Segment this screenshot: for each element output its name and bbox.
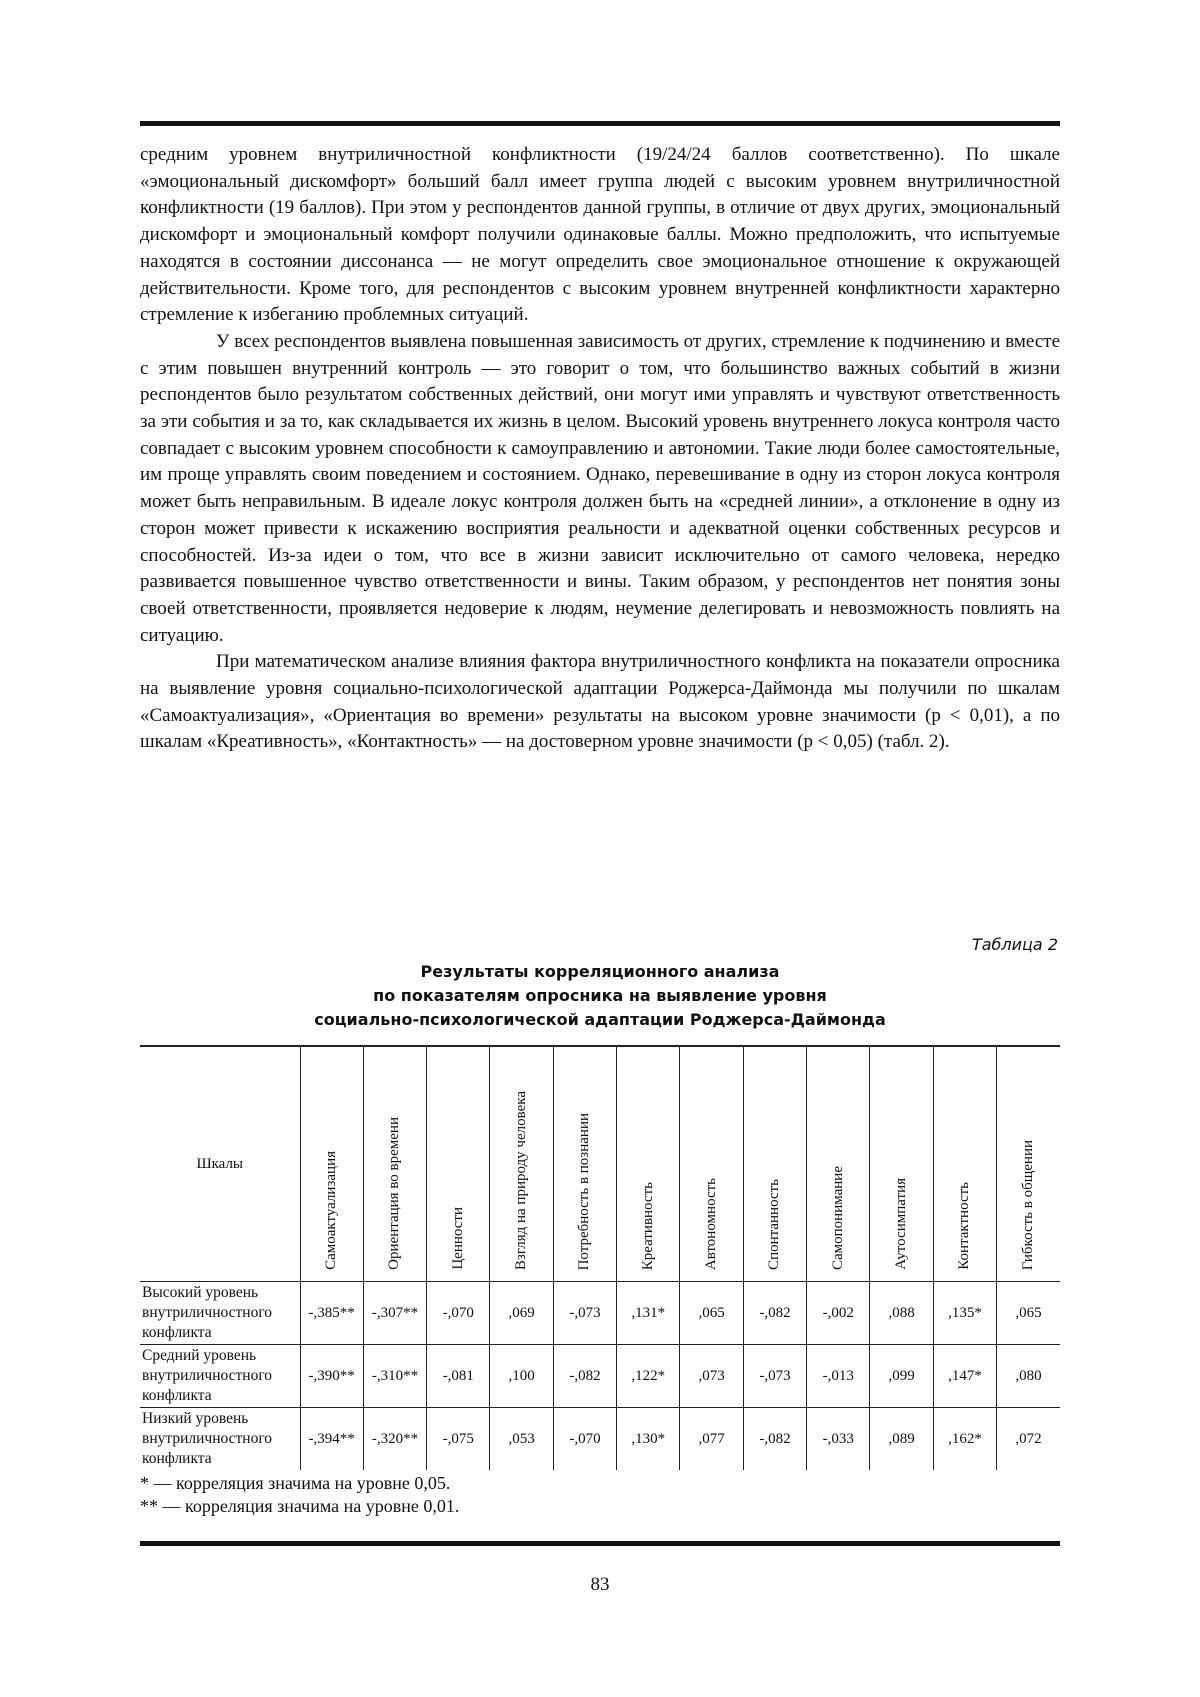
table-cell: ,077	[680, 1408, 743, 1471]
table-cell: -,002	[807, 1282, 870, 1345]
table-cell: ,053	[490, 1408, 553, 1471]
footer-rule	[140, 1541, 1060, 1546]
table-cell: ,130*	[617, 1408, 680, 1471]
table-cell: ,072	[997, 1408, 1060, 1471]
table-title-line: Результаты корреляционного анализа	[420, 962, 780, 981]
header-scales: Шкалы	[140, 1046, 300, 1282]
table-cell: -,081	[427, 1345, 490, 1408]
table-cell: -,070	[553, 1408, 616, 1471]
table-cell: ,122*	[617, 1345, 680, 1408]
column-header: Самоактуализация	[300, 1046, 363, 1282]
table-cell: -,013	[807, 1345, 870, 1408]
table-title-line: социально-психологической адаптации Роджерса-Даймонда	[314, 1010, 886, 1029]
column-header: Потребность в познании	[553, 1046, 616, 1282]
table-cell: ,162*	[933, 1408, 996, 1471]
column-header: Гибкость в общении	[997, 1046, 1060, 1282]
table-header-row	[140, 1046, 1060, 1282]
table-cell: -,394**	[300, 1408, 363, 1471]
table-title	[140, 960, 1060, 1032]
row-label: Низкий уровень внутриличностного конфликта	[140, 1408, 300, 1471]
footnote-single-star: * — корреляция значима на уровне 0,05.	[140, 1473, 451, 1493]
table-cell: ,088	[870, 1282, 933, 1345]
table-cell: -,082	[743, 1408, 806, 1471]
column-header: Аутосимпатия	[870, 1046, 933, 1282]
column-header: Контактность	[933, 1046, 996, 1282]
column-header: Ценности	[427, 1046, 490, 1282]
header-rule	[140, 121, 1060, 126]
table-cell: -,307**	[363, 1282, 426, 1345]
table-cell: -,082	[743, 1282, 806, 1345]
correlation-table	[140, 1045, 1060, 1470]
table-cell: ,131*	[617, 1282, 680, 1345]
table-caption: Таблица 2	[971, 935, 1058, 954]
column-header: Взгляд на природу человека	[490, 1046, 553, 1282]
table-cell: ,089	[870, 1408, 933, 1471]
table-cell: -,073	[553, 1282, 616, 1345]
table-cell: -,385**	[300, 1282, 363, 1345]
table-cell: -,390**	[300, 1345, 363, 1408]
table-cell: ,065	[680, 1282, 743, 1345]
table-footnotes	[140, 1472, 459, 1518]
table-row	[140, 1408, 1060, 1471]
table-cell: ,147*	[933, 1345, 996, 1408]
column-header: Ориентация во времени	[363, 1046, 426, 1282]
table-cell: -,070	[427, 1282, 490, 1345]
column-header: Креативность	[617, 1046, 680, 1282]
paragraph-2: У всех респондентов выявлена повышенная зависимость от других, стремление к подчинению и вместе с этим повышен внутренний контроль — это говорит о том, что большинство важных событий в жизни респондентов было результатом собственных действий, они могут ими управлять и чувствуют ответственность за эти события и за то, как складывается их жизнь в целом. Высокий уровень внутреннего локуса контроля часто совпадает с высоким уровнем способности к самоуправлению и автономии. Такие люди более самостоятельные, им проще управлять своим поведением и состоянием. Однако, перевешивание в одну из сторон локуса контроля может быть неправильным. В идеале локус контроля должен быть на «средней линии», а отклонение в одну из сторон может привести к искажению восприятия реальности и адекватной оценки собственных ресурсов и способностей. Из-за идеи о том, что все в жизни зависит исключительно от самого человека, нередко развивается повышенное чувство ответственности и вины. Таким образом, у респондентов нет понятия зоны своей ответственности, проявляется недоверие к людям, неумение делегировать и невозможность повлиять на ситуацию.	[140, 330, 1060, 646]
footnote-double-star: ** — корреляция значима на уровне 0,01.	[140, 1496, 460, 1516]
table-cell: ,080	[997, 1345, 1060, 1408]
table-cell: -,310**	[363, 1345, 426, 1408]
paragraph-3: При математическом анализе влияния фактора внутриличностного конфликта на показатели опросника на выявление уровня социально-психологической адаптации Роджерса-Даймонда мы получили по шкалам «Самоактуализация», «Ориентация во времени» результаты на высоком уровне значимости (p < 0,01), а по шкалам «Креативность», «Контактность» — на достоверном уровне значимости (p < 0,05) (табл. 2).	[140, 651, 1060, 753]
table-cell: ,065	[997, 1282, 1060, 1345]
column-header: Самопонимание	[807, 1046, 870, 1282]
table-cell: -,033	[807, 1408, 870, 1471]
table-cell: ,073	[680, 1345, 743, 1408]
table-cell: -,075	[427, 1408, 490, 1471]
table-cell: ,099	[870, 1345, 933, 1408]
row-label: Высокий уровень внутриличностного конфликта	[140, 1282, 300, 1345]
column-header: Спонтанность	[743, 1046, 806, 1282]
table-cell: -,073	[743, 1345, 806, 1408]
table-cell: ,100	[490, 1345, 553, 1408]
table-row	[140, 1282, 1060, 1345]
row-label: Средний уровень внутриличностного конфликта	[140, 1345, 300, 1408]
table-row	[140, 1345, 1060, 1408]
column-header: Автономность	[680, 1046, 743, 1282]
body-text	[140, 142, 1060, 756]
table-title-line: по показателям опросника на выявление уровня	[373, 986, 827, 1005]
table-cell: -,082	[553, 1345, 616, 1408]
table-cell: -,320**	[363, 1408, 426, 1471]
paragraph-1: средним уровнем внутриличностной конфликтности (19/24/24 баллов соответственно). По шкале «эмоциональный дискомфорт» больший балл имеет группа людей с высоким уровнем внутриличностной конфликтности (19 баллов). При этом у респондентов данной группы, в отличие от двух других, эмоциональный дискомфорт и эмоциональный комфорт получили одинаковые баллы. Можно предположить, что испытуемые находятся в состоянии диссонанса — не могут определить свое эмоциональное отношение к окружающей действительности. Кроме того, для респондентов с высоким уровнем внутренней конфликтности характерно стремление к избеганию проблемных ситуаций.	[140, 144, 1060, 326]
table-cell: ,135*	[933, 1282, 996, 1345]
page-number: 83	[590, 1574, 610, 1595]
table-cell: ,069	[490, 1282, 553, 1345]
